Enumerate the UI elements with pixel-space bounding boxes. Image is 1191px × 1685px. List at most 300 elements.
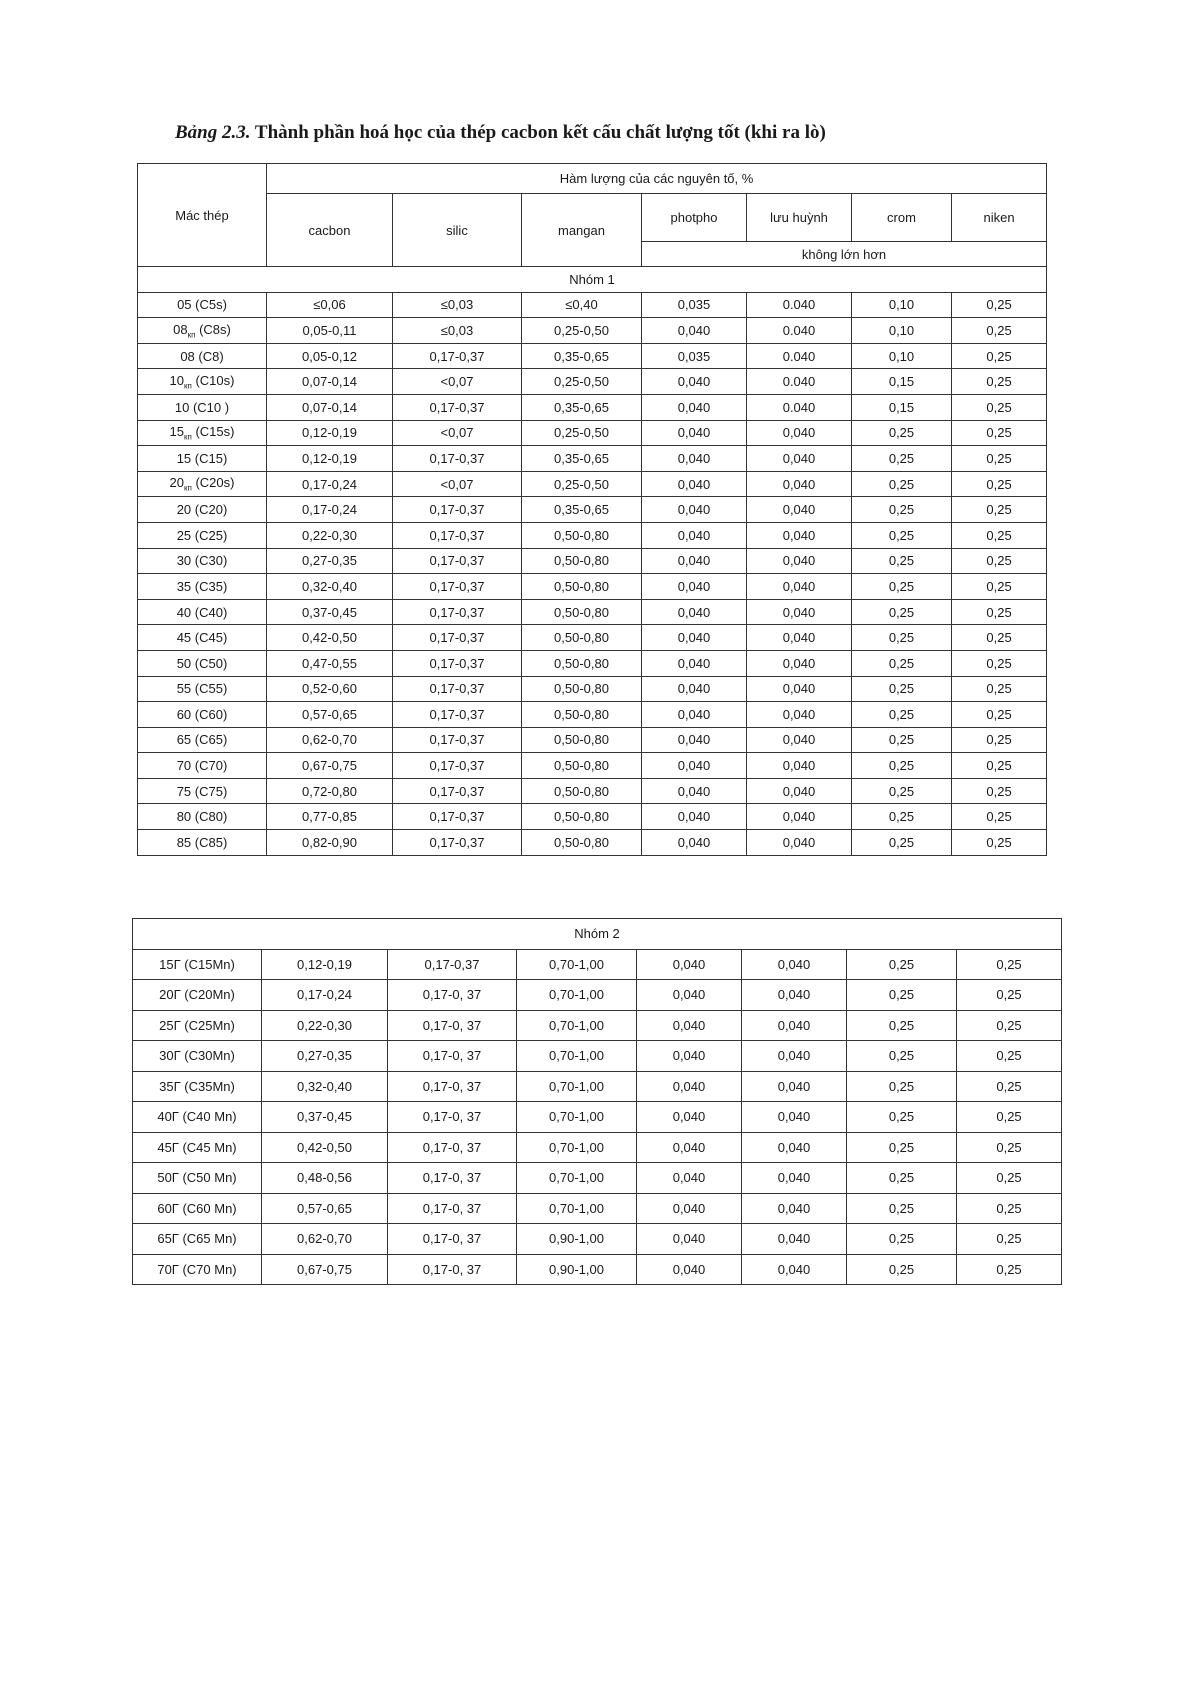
manganese-cell: 0,50-0,80 (522, 599, 642, 625)
chromium-cell: 0,25 (852, 676, 952, 702)
grade-cell: 10 (C10 ) (138, 394, 267, 420)
table-row (138, 625, 1047, 651)
chromium-cell: 0,25 (847, 1224, 957, 1255)
silicon-cell: <0,07 (393, 369, 522, 395)
table-row (133, 980, 1062, 1011)
header-silicon: silic (393, 194, 522, 267)
nickel-cell: 0,25 (952, 318, 1047, 344)
caption-title: Thành phần hoá học của thép cacbon kết cấu chất lượng tốt (khi ra lò) (250, 122, 826, 143)
grade-cell: 30 (C30) (138, 548, 267, 574)
group-2-label: Nhóm 2 (133, 919, 1062, 950)
manganese-cell: 0,35-0,65 (522, 497, 642, 523)
carbon-cell: 0,17-0,24 (262, 980, 388, 1011)
carbon-cell: 0,77-0,85 (267, 804, 393, 830)
manganese-cell: 0,50-0,80 (522, 778, 642, 804)
silicon-cell: 0,17-0,37 (393, 497, 522, 523)
silicon-cell: 0,17-0,37 (393, 727, 522, 753)
carbon-cell: 0,17-0,24 (267, 471, 393, 497)
manganese-cell: 0,50-0,80 (522, 574, 642, 600)
phosphorus-cell: 0,040 (637, 1071, 742, 1102)
table-row (138, 778, 1047, 804)
manganese-cell: 0,70-1,00 (517, 1132, 637, 1163)
grade-cell: 60 (C60) (138, 702, 267, 728)
silicon-cell: 0,17-0, 37 (388, 1102, 517, 1133)
chromium-cell: 0,25 (847, 1132, 957, 1163)
grade-cell: 25Г (C25Mn) (133, 1010, 262, 1041)
manganese-cell: 0,70-1,00 (517, 1102, 637, 1133)
silicon-cell: 0,17-0, 37 (388, 1041, 517, 1072)
sulfur-cell: 0,040 (747, 753, 852, 779)
carbon-cell: 0,72-0,80 (267, 778, 393, 804)
carbon-cell: 0,42-0,50 (267, 625, 393, 651)
grade-cell: 75 (C75) (138, 778, 267, 804)
table-row (133, 1224, 1062, 1255)
silicon-cell: 0,17-0,37 (393, 574, 522, 600)
silicon-cell: <0,07 (393, 420, 522, 446)
silicon-cell: 0,17-0, 37 (388, 1132, 517, 1163)
phosphorus-cell: 0,040 (642, 778, 747, 804)
phosphorus-cell: 0,040 (642, 625, 747, 651)
carbon-cell: 0,37-0,45 (267, 599, 393, 625)
carbon-cell: 0,67-0,75 (267, 753, 393, 779)
header-phosphorus: photpho (642, 194, 747, 242)
manganese-cell: 0,50-0,80 (522, 753, 642, 779)
grade-cell: $08_{кп}$ (C8s) (138, 318, 267, 344)
carbon-cell: 0,22-0,30 (262, 1010, 388, 1041)
table-row (133, 1102, 1062, 1133)
grade-cell: 25 (C25) (138, 522, 267, 548)
silicon-cell: 0,17-0,37 (393, 343, 522, 369)
manganese-cell: 0,50-0,80 (522, 548, 642, 574)
phosphorus-cell: 0,040 (642, 318, 747, 344)
carbon-cell: 0,57-0,65 (267, 702, 393, 728)
nickel-cell: 0,25 (952, 702, 1047, 728)
carbon-cell: 0,05-0,11 (267, 318, 393, 344)
grade-cell: 40Г (C40 Mn) (133, 1102, 262, 1133)
nickel-cell: 0,25 (957, 1254, 1062, 1285)
sulfur-cell: 0.040 (747, 369, 852, 395)
nickel-cell: 0,25 (952, 804, 1047, 830)
table-row (138, 650, 1047, 676)
table-row (133, 1010, 1062, 1041)
table-row (133, 1132, 1062, 1163)
manganese-cell: 0,50-0,80 (522, 830, 642, 856)
silicon-cell: 0,17-0,37 (393, 625, 522, 651)
sulfur-cell: 0,040 (747, 778, 852, 804)
sulfur-cell: 0,040 (742, 1163, 847, 1194)
chromium-cell: 0,25 (852, 804, 952, 830)
chromium-cell: 0,25 (852, 830, 952, 856)
chromium-cell: 0,25 (852, 702, 952, 728)
chromium-cell: 0,25 (852, 753, 952, 779)
manganese-cell: 0,50-0,80 (522, 804, 642, 830)
carbon-cell: 0,62-0,70 (267, 727, 393, 753)
phosphorus-cell: 0,040 (637, 980, 742, 1011)
grade-cell: 15Г (C15Mn) (133, 949, 262, 980)
phosphorus-cell: 0,035 (642, 292, 747, 318)
silicon-cell: 0,17-0,37 (393, 446, 522, 472)
grade-cell: 70Г (C70 Mn) (133, 1254, 262, 1285)
sulfur-cell: 0,040 (747, 471, 852, 497)
grade-cell: 65 (C65) (138, 727, 267, 753)
phosphorus-cell: 0,040 (642, 727, 747, 753)
carbon-cell: 0,82-0,90 (267, 830, 393, 856)
sulfur-cell: 0.040 (747, 318, 852, 344)
table-row (133, 1041, 1062, 1072)
chromium-cell: 0,25 (847, 1254, 957, 1285)
carbon-cell: ≤0,06 (267, 292, 393, 318)
chromium-cell: 0,10 (852, 292, 952, 318)
composition-table-group-2 (132, 918, 1062, 1285)
table-row (138, 548, 1047, 574)
manganese-cell: 0,50-0,80 (522, 702, 642, 728)
chromium-cell: 0,25 (852, 420, 952, 446)
sulfur-cell: 0,040 (747, 599, 852, 625)
chromium-cell: 0,25 (852, 625, 952, 651)
grade-cell: 35 (C35) (138, 574, 267, 600)
phosphorus-cell: 0,040 (642, 420, 747, 446)
table-row (138, 471, 1047, 497)
table-row (138, 727, 1047, 753)
chromium-cell: 0,25 (847, 1163, 957, 1194)
silicon-cell: 0,17-0,37 (393, 676, 522, 702)
sulfur-cell: 0,040 (747, 548, 852, 574)
manganese-cell: 0,70-1,00 (517, 1041, 637, 1072)
sulfur-cell: 0,040 (747, 625, 852, 651)
chromium-cell: 0,25 (852, 778, 952, 804)
chromium-cell: 0,25 (852, 522, 952, 548)
phosphorus-cell: 0,040 (637, 1041, 742, 1072)
nickel-cell: 0,25 (952, 446, 1047, 472)
phosphorus-cell: 0,040 (637, 1163, 742, 1194)
nickel-cell: 0,25 (952, 753, 1047, 779)
group-1-label: Nhóm 1 (138, 267, 1047, 293)
header-max-note: không lớn hơn (642, 242, 1047, 267)
silicon-cell: 0,17-0,37 (393, 394, 522, 420)
silicon-cell: 0,17-0, 37 (388, 1010, 517, 1041)
phosphorus-cell: 0,040 (637, 1132, 742, 1163)
manganese-cell: 0,70-1,00 (517, 1193, 637, 1224)
phosphorus-cell: 0,040 (642, 650, 747, 676)
phosphorus-cell: 0,040 (642, 753, 747, 779)
carbon-cell: 0,12-0,19 (267, 446, 393, 472)
nickel-cell: 0,25 (952, 420, 1047, 446)
carbon-cell: 0,47-0,55 (267, 650, 393, 676)
chromium-cell: 0,25 (847, 1010, 957, 1041)
sulfur-cell: 0,040 (742, 1041, 847, 1072)
phosphorus-cell: 0,040 (642, 676, 747, 702)
grade-cell: 05 (C5s) (138, 292, 267, 318)
carbon-cell: 0,12-0,19 (262, 949, 388, 980)
nickel-cell: 0,25 (957, 1193, 1062, 1224)
nickel-cell: 0,25 (957, 1132, 1062, 1163)
manganese-cell: 0,25-0,50 (522, 471, 642, 497)
nickel-cell: 0,25 (952, 471, 1047, 497)
table-row (138, 702, 1047, 728)
grade-cell: 45 (C45) (138, 625, 267, 651)
header-carbon: cacbon (267, 194, 393, 267)
silicon-cell: 0,17-0,37 (393, 830, 522, 856)
silicon-cell: 0,17-0, 37 (388, 1071, 517, 1102)
chromium-cell: 0,25 (847, 949, 957, 980)
silicon-cell: 0,17-0,37 (393, 804, 522, 830)
silicon-cell: <0,07 (393, 471, 522, 497)
nickel-cell: 0,25 (952, 522, 1047, 548)
silicon-cell: 0,17-0, 37 (388, 1163, 517, 1194)
table-row (138, 753, 1047, 779)
silicon-cell: 0,17-0,37 (393, 548, 522, 574)
nickel-cell: 0,25 (957, 980, 1062, 1011)
silicon-cell: ≤0,03 (393, 292, 522, 318)
grade-cell: 60Г (C60 Mn) (133, 1193, 262, 1224)
carbon-cell: 0,22-0,30 (267, 522, 393, 548)
silicon-cell: 0,17-0, 37 (388, 980, 517, 1011)
header-manganese: mangan (522, 194, 642, 267)
sulfur-cell: 0,040 (742, 980, 847, 1011)
phosphorus-cell: 0,040 (642, 497, 747, 523)
carbon-cell: 0,37-0,45 (262, 1102, 388, 1133)
grade-cell: 20Г (C20Mn) (133, 980, 262, 1011)
carbon-cell: 0,32-0,40 (262, 1071, 388, 1102)
carbon-cell: 0,57-0,65 (262, 1193, 388, 1224)
phosphorus-cell: 0,040 (642, 830, 747, 856)
sulfur-cell: 0,040 (742, 1102, 847, 1133)
grade-cell: 08 (C8) (138, 343, 267, 369)
phosphorus-cell: 0,040 (642, 702, 747, 728)
phosphorus-cell: 0,040 (637, 1224, 742, 1255)
grade-cell: 30Г (C30Mn) (133, 1041, 262, 1072)
manganese-cell: 0,50-0,80 (522, 522, 642, 548)
chromium-cell: 0,25 (852, 497, 952, 523)
table-row (138, 292, 1047, 318)
grade-cell: $20_{кп}$ (C20s) (138, 471, 267, 497)
header-grade: Mác thép (138, 164, 267, 267)
table-row (138, 574, 1047, 600)
sulfur-cell: 0,040 (747, 522, 852, 548)
nickel-cell: 0,25 (952, 574, 1047, 600)
chromium-cell: 0,15 (852, 369, 952, 395)
phosphorus-cell: 0,040 (642, 548, 747, 574)
chromium-cell: 0,25 (852, 574, 952, 600)
phosphorus-cell: 0,040 (642, 471, 747, 497)
sulfur-cell: 0,040 (747, 420, 852, 446)
manganese-cell: 0,35-0,65 (522, 446, 642, 472)
manganese-cell: 0,70-1,00 (517, 1163, 637, 1194)
nickel-cell: 0,25 (952, 599, 1047, 625)
table-row (138, 420, 1047, 446)
manganese-cell: 0,90-1,00 (517, 1224, 637, 1255)
silicon-cell: 0,17-0,37 (393, 778, 522, 804)
manganese-cell: 0,50-0,80 (522, 676, 642, 702)
grade-cell: 40 (C40) (138, 599, 267, 625)
table-row (138, 497, 1047, 523)
phosphorus-cell: 0,040 (642, 804, 747, 830)
grade-cell: 85 (C85) (138, 830, 267, 856)
chromium-cell: 0,25 (852, 446, 952, 472)
nickel-cell: 0,25 (957, 1010, 1062, 1041)
phosphorus-cell: 0,040 (642, 394, 747, 420)
silicon-cell: 0,17-0, 37 (388, 1193, 517, 1224)
nickel-cell: 0,25 (952, 394, 1047, 420)
sulfur-cell: 0,040 (742, 1071, 847, 1102)
chromium-cell: 0,25 (847, 1193, 957, 1224)
grade-cell: 50 (C50) (138, 650, 267, 676)
manganese-cell: 0,25-0,50 (522, 420, 642, 446)
sulfur-cell: 0,040 (747, 497, 852, 523)
nickel-cell: 0,25 (952, 625, 1047, 651)
phosphorus-cell: 0,040 (637, 949, 742, 980)
phosphorus-cell: 0,040 (637, 1010, 742, 1041)
table-row (133, 1254, 1062, 1285)
nickel-cell: 0,25 (957, 949, 1062, 980)
sulfur-cell: 0,040 (742, 1224, 847, 1255)
carbon-cell: 0,12-0,19 (267, 420, 393, 446)
sulfur-cell: 0,040 (742, 1010, 847, 1041)
manganese-cell: 0,70-1,00 (517, 949, 637, 980)
nickel-cell: 0,25 (952, 497, 1047, 523)
group-2-body (133, 919, 1062, 1285)
grade-cell: 35Г (C35Mn) (133, 1071, 262, 1102)
phosphorus-cell: 0,040 (637, 1193, 742, 1224)
caption-label: Bảng 2.3. (175, 122, 251, 143)
nickel-cell: 0,25 (957, 1102, 1062, 1133)
nickel-cell: 0,25 (957, 1041, 1062, 1072)
sulfur-cell: 0,040 (747, 650, 852, 676)
table-row (138, 318, 1047, 344)
sulfur-cell: 0.040 (747, 394, 852, 420)
manganese-cell: 0,35-0,65 (522, 343, 642, 369)
sulfur-cell: 0,040 (742, 1132, 847, 1163)
chromium-cell: 0,10 (852, 318, 952, 344)
phosphorus-cell: 0,040 (637, 1102, 742, 1133)
phosphorus-cell: 0,040 (642, 446, 747, 472)
nickel-cell: 0,25 (957, 1071, 1062, 1102)
table-row (138, 522, 1047, 548)
silicon-cell: 0,17-0, 37 (388, 1224, 517, 1255)
chromium-cell: 0,25 (847, 1041, 957, 1072)
manganese-cell: 0,25-0,50 (522, 369, 642, 395)
table-row (133, 1071, 1062, 1102)
table-row (133, 1193, 1062, 1224)
silicon-cell: 0,17-0,37 (393, 522, 522, 548)
chromium-cell: 0,10 (852, 343, 952, 369)
carbon-cell: 0,67-0,75 (262, 1254, 388, 1285)
chromium-cell: 0,25 (847, 1102, 957, 1133)
manganese-cell: 0,50-0,80 (522, 625, 642, 651)
nickel-cell: 0,25 (952, 369, 1047, 395)
nickel-cell: 0,25 (952, 778, 1047, 804)
sulfur-cell: 0,040 (742, 949, 847, 980)
nickel-cell: 0,25 (952, 830, 1047, 856)
grade-cell: 45Г (C45 Mn) (133, 1132, 262, 1163)
sulfur-cell: 0,040 (747, 830, 852, 856)
manganese-cell: 0,70-1,00 (517, 1010, 637, 1041)
table-caption (175, 122, 1075, 144)
silicon-cell: 0,17-0, 37 (388, 1254, 517, 1285)
header-content: Hàm lượng của các nguyên tố, % (267, 164, 1047, 194)
grade-cell: 65Г (C65 Mn) (133, 1224, 262, 1255)
table-row (133, 949, 1062, 980)
grade-cell: 15 (C15) (138, 446, 267, 472)
grade-cell: 50Г (C50 Mn) (133, 1163, 262, 1194)
table-row (138, 830, 1047, 856)
group-1-body (138, 267, 1047, 856)
carbon-cell: 0,62-0,70 (262, 1224, 388, 1255)
phosphorus-cell: 0,040 (642, 369, 747, 395)
chromium-cell: 0,25 (852, 599, 952, 625)
silicon-cell: ≤0,03 (393, 318, 522, 344)
manganese-cell: 0,50-0,80 (522, 650, 642, 676)
sulfur-cell: 0,040 (747, 702, 852, 728)
chromium-cell: 0,25 (852, 727, 952, 753)
carbon-cell: 0,05-0,12 (267, 343, 393, 369)
chromium-cell: 0,15 (852, 394, 952, 420)
chromium-cell: 0,25 (847, 980, 957, 1011)
nickel-cell: 0,25 (952, 676, 1047, 702)
silicon-cell: 0,17-0,37 (393, 599, 522, 625)
silicon-cell: 0,17-0,37 (393, 753, 522, 779)
manganese-cell: 0,50-0,80 (522, 727, 642, 753)
header-chromium: crom (852, 194, 952, 242)
table-row (138, 446, 1047, 472)
nickel-cell: 0,25 (952, 343, 1047, 369)
phosphorus-cell: 0,035 (642, 343, 747, 369)
manganese-cell: 0,90-1,00 (517, 1254, 637, 1285)
header-sulfur: lưu huỳnh (747, 194, 852, 242)
nickel-cell: 0,25 (952, 650, 1047, 676)
sulfur-cell: 0,040 (742, 1254, 847, 1285)
carbon-cell: 0,07-0,14 (267, 369, 393, 395)
table-row (138, 343, 1047, 369)
manganese-cell: 0,70-1,00 (517, 980, 637, 1011)
carbon-cell: 0,32-0,40 (267, 574, 393, 600)
nickel-cell: 0,25 (952, 727, 1047, 753)
table-row (138, 599, 1047, 625)
manganese-cell: 0,70-1,00 (517, 1071, 637, 1102)
manganese-cell: 0,25-0,50 (522, 318, 642, 344)
header-nickel: niken (952, 194, 1047, 242)
silicon-cell: 0,17-0,37 (388, 949, 517, 980)
grade-cell: $15_{кп}$ (C15s) (138, 420, 267, 446)
sulfur-cell: 0,040 (747, 727, 852, 753)
nickel-cell: 0,25 (957, 1224, 1062, 1255)
grade-cell: 20 (C20) (138, 497, 267, 523)
phosphorus-cell: 0,040 (637, 1254, 742, 1285)
grade-cell: 80 (C80) (138, 804, 267, 830)
sulfur-cell: 0.040 (747, 292, 852, 318)
silicon-cell: 0,17-0,37 (393, 650, 522, 676)
manganese-cell: ≤0,40 (522, 292, 642, 318)
chromium-cell: 0,25 (852, 471, 952, 497)
carbon-cell: 0,42-0,50 (262, 1132, 388, 1163)
carbon-cell: 0,52-0,60 (267, 676, 393, 702)
chromium-cell: 0,25 (847, 1071, 957, 1102)
nickel-cell: 0,25 (952, 292, 1047, 318)
carbon-cell: 0,17-0,24 (267, 497, 393, 523)
grade-cell: 55 (C55) (138, 676, 267, 702)
grade-cell: $10_{кп}$ (C10s) (138, 369, 267, 395)
silicon-cell: 0,17-0,37 (393, 702, 522, 728)
table-row (138, 804, 1047, 830)
chromium-cell: 0,25 (852, 548, 952, 574)
carbon-cell: 0,07-0,14 (267, 394, 393, 420)
nickel-cell: 0,25 (952, 548, 1047, 574)
manganese-cell: 0,35-0,65 (522, 394, 642, 420)
composition-table-group-1 (137, 163, 1047, 856)
sulfur-cell: 0,040 (747, 446, 852, 472)
nickel-cell: 0,25 (957, 1163, 1062, 1194)
table-row (138, 394, 1047, 420)
